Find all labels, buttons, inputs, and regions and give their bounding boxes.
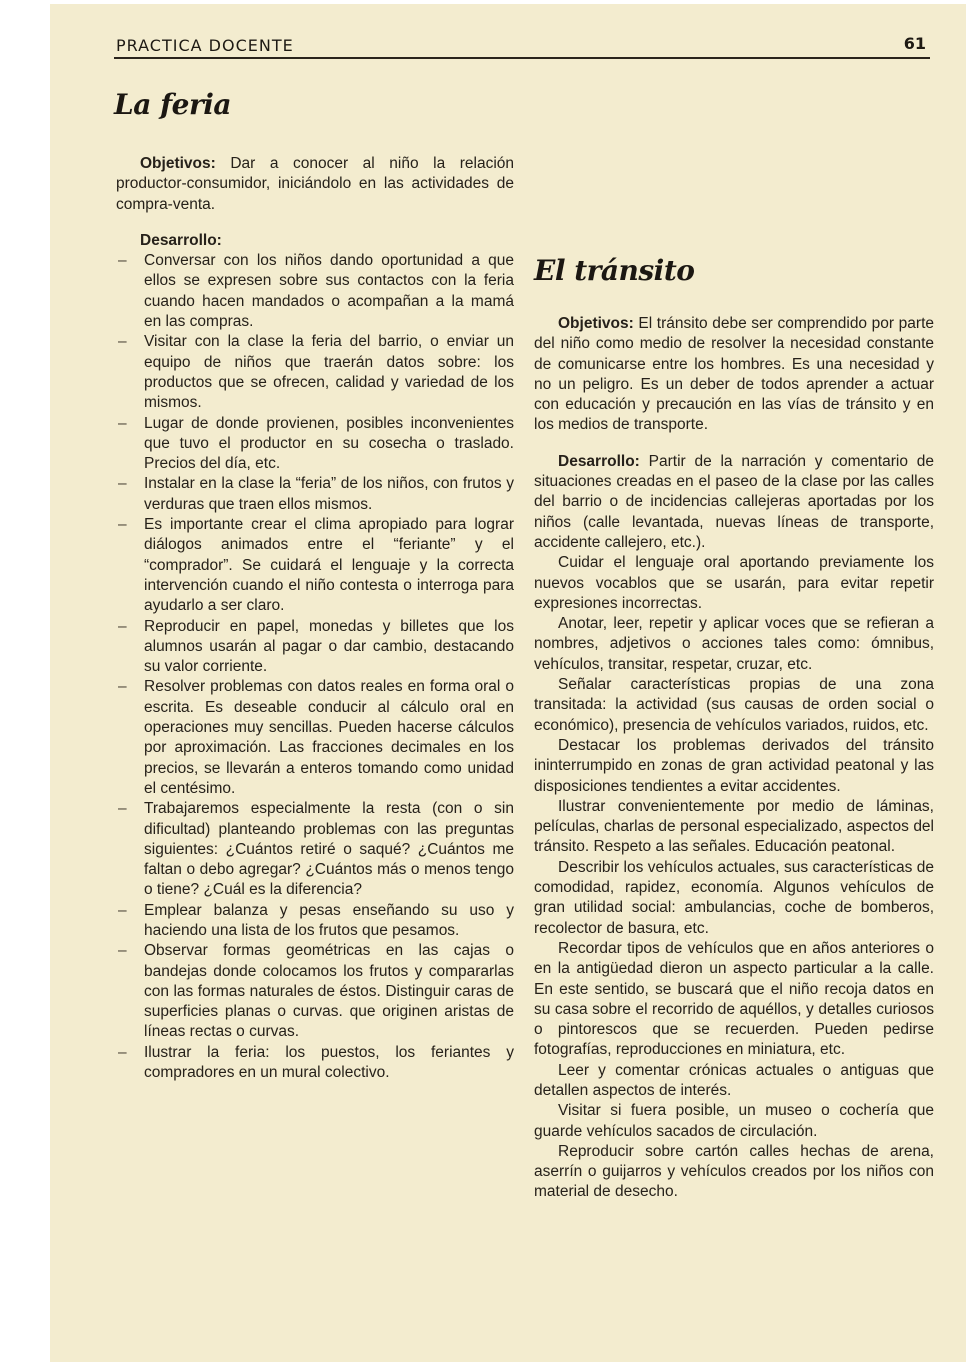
list-item: – Reproducir en papel, monedas y billetes que los alumnos usarán al pagar o dar cambio, destacando su valor corriente. [116, 617, 514, 678]
activity-list [116, 251, 514, 1083]
page-number: 61 [903, 34, 926, 53]
objetivos-paragraph [534, 314, 934, 436]
list-item: – Observar formas geométricas en las cajas o bandejas donde colocamos los frutos y compararlas con las formas naturales de éstos. Distinguir caras de superficies planas o curvas. que originen aristas de líneas rectas o curvas. [116, 941, 514, 1042]
magazine-page [50, 4, 966, 1362]
desarrollo-label: Desarrollo: [558, 452, 640, 470]
list-item: – Ilustrar la feria: los puestos, los feriantes y compradores en un mural colectivo. [116, 1043, 514, 1084]
body-paragraph: Reproducir sobre cartón calles hechas de arena, aserrín o guijarros y vehículos creados por los niños con material de desecho. [534, 1142, 934, 1201]
body-paragraph: Anotar, leer, repetir y aplicar voces que se refieran a nombres, adjetivos o acciones tales como: ómnibus, vehículos, transitar, respetar, cruzar, etc. [534, 615, 934, 673]
desarrollo-text: Partir de la narración y comentario de situaciones creadas en el paseo de la clase por las calles del barrio o de incidencias callejeras aportadas por los niños (calle levantada, nuevas líneas de transporte, accidente callejero, etc.). [534, 452, 934, 551]
list-item: – Visitar con la clase la feria del barrio, o enviar un equipo de niños que traerán datos sobre: los productos que se ofrecen, calidad y variedad de los mismos. [116, 332, 514, 413]
page-header [116, 34, 926, 58]
article-title-feria: La feria [114, 88, 231, 121]
body-paragraph: Cuidar el lenguaje oral aportando previamente los nuevos vocablos que se usarán, para evitar repetir expresiones incorrectas. [534, 554, 934, 612]
objetivos-text: El tránsito debe ser comprendido por parte del niño como medio de resolver la necesidad constante de comunicarse entre los hombres. Es una necesidad y no un peligro. Es un deber de todos aprender a actuar con educación y precaución en las vías de tránsito y en los medios de transporte. [534, 315, 934, 434]
section-label: PRACTICA DOCENTE [116, 36, 294, 55]
body-paragraph: Señalar características propias de una zona transitada: la actividad (sus causas de orden social o económico), presencia de vehículos variados, ruidos, etc. [534, 676, 934, 734]
header-rule [114, 57, 930, 59]
body-paragraph: Visitar si fuera posible, un museo o cochería que guarde vehículos sacados de circulación. [534, 1102, 934, 1140]
article-title-transito: El tránsito [534, 254, 695, 287]
list-item: – Es importante crear el clima apropiado para lograr diálogos animados entre el “feriante” y el “comprador”. Se cuidará el lenguaje y la correcta intervención cuando el niño contesta o interroga para ayudarlo a ser claro. [116, 515, 514, 616]
body-paragraph: Ilustrar convenientemente por medio de láminas, películas, charlas de personal especializado, aspectos del tránsito. Respeto a las señales. Educación peatonal. [534, 797, 934, 856]
scan-margin [0, 0, 50, 1367]
objetivos-text: Dar a conocer al niño la relación productor-consumidor, iniciándolo en las actividades de compra-venta. [116, 155, 515, 213]
list-item: – Instalar en la clase la “feria” de los niños, con frutos y verduras que traen ellos mismos. [116, 474, 514, 515]
desarrollo-paragraph [534, 452, 934, 553]
list-item: – Lugar de donde provienen, posibles inconvenientes que tuvo el productor en su cosecha o traslado. Precios del día, etc. [116, 414, 514, 475]
objetivos-paragraph [116, 154, 514, 215]
objetivos-label: Objetivos: [558, 315, 634, 332]
list-item: – Resolver problemas con datos reales en forma oral o escrita. Es deseable conducir al cálculo oral en operaciones muy sencillas. Pueden hacerse cálculos por aproximación. Las fracciones decimales en los precios, se llevarán a enteros tomando como unidad el centésimo. [116, 677, 514, 799]
list-item: – Emplear balanza y pesas enseñando su uso y haciendo una lista de los frutos que pesamos. [116, 901, 514, 942]
right-column [534, 314, 934, 1203]
body-paragraph: Leer y comentar crónicas actuales o antiguas que detallen aspectos de interés. [534, 1061, 934, 1099]
objetivos-label: Objetivos: [140, 155, 216, 172]
body-paragraph: Destacar los problemas derivados del tránsito ininterrumpido en zonas de gran actividad peatonal y las disposiciones tendientes a evitar accidentes. [534, 736, 934, 795]
left-column [116, 154, 514, 1083]
body-paragraph: Recordar tipos de vehículos que en años anteriores o en la antigüedad dieron un aspecto particular a la calle. En este sentido, se buscará que el niño recoja datos en su casa sobre el recorrido de aquéllos, y detalles curiosos o pintorescos que se recuerden. Pueden pedirse fotografías, reproducciones en miniatura, etc. [534, 939, 934, 1059]
body-paragraph: Describir los vehículos actuales, sus características de comodidad, rapidez, economía. Algunos vehículos de gran utilidad social: ambulancias, coche de bomberos, recolector de basura, etc. [534, 858, 934, 937]
list-item: – Conversar con los niños dando oportunidad a que ellos se expresen sobre sus contactos con la feria cuando hacen mandados o acompañan a la mamá en las compras. [116, 251, 514, 332]
list-item: – Trabajaremos especialmente la resta (con o sin dificultad) planteando problemas con las preguntas siguientes: ¿Cuántos retiré o saqué? ¿Cuántos me faltan o debo agregar? ¿Cuántos más o menos tengo o tiene? ¿Cuál es la diferencia? [116, 799, 514, 900]
desarrollo-label: Desarrollo: [140, 231, 222, 249]
